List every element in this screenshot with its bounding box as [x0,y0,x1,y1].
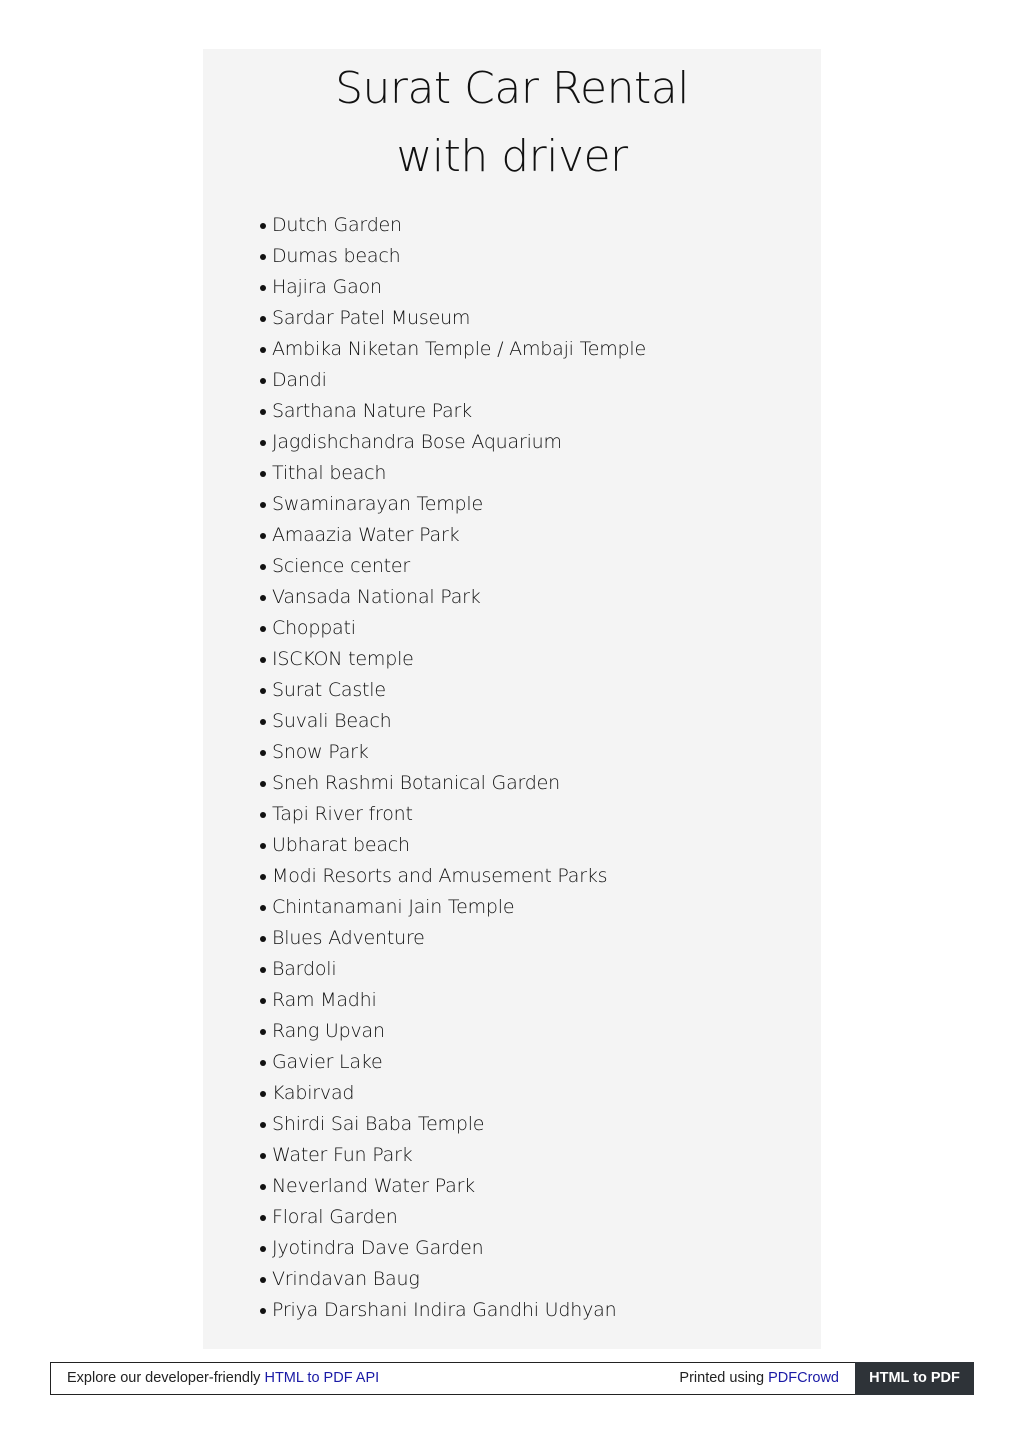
list-item-label: Floral Garden [272,1206,398,1228]
list-item [260,1171,646,1202]
list-item-label: Ambika Niketan Temple / Ambaji Temple [272,338,646,360]
bullet-icon [260,657,266,663]
list-item-label: Vrindavan Baug [272,1268,420,1290]
bullet-icon [260,967,266,973]
list-item-label: Blues Adventure [272,927,425,949]
html-to-pdf-button[interactable]: HTML to PDF [855,1362,974,1395]
list-item [260,427,646,458]
footer-bar [50,1362,974,1395]
bullet-icon [260,812,266,818]
list-item [260,613,646,644]
bullet-icon [260,1308,266,1314]
bullet-icon [260,626,266,632]
list-item-label: Priya Darshani Indira Gandhi Udhyan [272,1299,617,1321]
list-item [260,582,646,613]
list-item-label: Snow Park [272,741,369,763]
list-item [260,458,646,489]
page-title: Surat Car Rental with driver [335,63,689,182]
bullet-icon [260,905,266,911]
html-to-pdf-api-link[interactable]: HTML to PDF API [264,1370,380,1386]
bullet-icon [260,533,266,539]
bullet-icon [260,1091,266,1097]
list-item-label: Jyotindra Dave Garden [272,1237,484,1259]
bullet-icon [260,1215,266,1221]
list-item-label: Vansada National Park [272,586,481,608]
list-item-label: Surat Castle [272,679,386,701]
footer-printed-by [679,1363,839,1394]
bullet-icon [260,1184,266,1190]
list-item-label: Kabirvad [272,1082,355,1104]
bullet-icon [260,595,266,601]
places-list [260,210,646,1326]
list-item [260,551,646,582]
list-item-label: ISCKON temple [272,648,414,670]
bullet-icon [260,440,266,446]
list-item [260,954,646,985]
bullet-icon [260,936,266,942]
bullet-icon [260,781,266,787]
list-item [260,861,646,892]
bullet-icon [260,378,266,384]
bullet-icon [260,1122,266,1128]
list-item-label: Science center [272,555,411,577]
list-item-label: Ram Madhi [272,989,377,1011]
bullet-icon [260,998,266,1004]
bullet-icon [260,347,266,353]
list-item [260,396,646,427]
bullet-icon [260,843,266,849]
footer-printed-text: Printed using [679,1370,765,1386]
list-item [260,1264,646,1295]
bullet-icon [260,285,266,291]
list-item [260,1047,646,1078]
bullet-icon [260,750,266,756]
list-item [260,303,646,334]
bullet-icon [260,254,266,260]
bullet-icon [260,316,266,322]
list-item [260,1078,646,1109]
list-item-label: Chintanamani Jain Temple [272,896,515,918]
list-item [260,675,646,706]
list-item [260,1016,646,1047]
bullet-icon [260,1029,266,1035]
list-item-label: Shirdi Sai Baba Temple [272,1113,485,1135]
content-panel [203,49,821,1349]
list-item [260,706,646,737]
list-item [260,768,646,799]
list-item-label: Sardar Patel Museum [272,307,471,329]
footer-explore-text: Explore our developer-friendly [67,1370,261,1386]
bullet-icon [260,1277,266,1283]
list-item [260,830,646,861]
list-item [260,272,646,303]
list-item [260,644,646,675]
list-item-label: Neverland Water Park [272,1175,475,1197]
list-item-label: Water Fun Park [272,1144,413,1166]
list-item-label: Choppati [272,617,356,639]
list-item [260,520,646,551]
bullet-icon [260,564,266,570]
footer-promo [67,1363,379,1394]
bullet-icon [260,688,266,694]
list-item-label: Swaminarayan Temple [272,493,483,515]
list-item-label: Hajira Gaon [272,276,382,298]
list-item-label: Dutch Garden [272,214,402,236]
bullet-icon [260,471,266,477]
bullet-icon [260,502,266,508]
list-item-label: Ubharat beach [272,834,410,856]
list-item-label: Jagdishchandra Bose Aquarium [272,431,562,453]
list-item-label: Modi Resorts and Amusement Parks [272,865,608,887]
list-item-label: Tapi River front [272,803,413,825]
list-item [260,489,646,520]
list-item [260,923,646,954]
list-item [260,1140,646,1171]
list-item-label: Tithal beach [272,462,387,484]
list-item [260,1295,646,1326]
list-item [260,1202,646,1233]
list-item-label: Rang Upvan [272,1020,385,1042]
list-item [260,985,646,1016]
bullet-icon [260,223,266,229]
list-item-label: Gavier Lake [272,1051,383,1073]
bullet-icon [260,1153,266,1159]
list-item [260,799,646,830]
list-item [260,241,646,272]
list-item [260,334,646,365]
bullet-icon [260,409,266,415]
list-item [260,210,646,241]
bullet-icon [260,719,266,725]
list-item [260,1233,646,1264]
list-item-label: Bardoli [272,958,337,980]
list-item-label: Amaazia Water Park [272,524,460,546]
list-item [260,365,646,396]
list-item [260,1109,646,1140]
bullet-icon [260,1246,266,1252]
list-item-label: Suvali Beach [272,710,392,732]
list-item-label: Dumas beach [272,245,401,267]
list-item-label: Sarthana Nature Park [272,400,472,422]
bullet-icon [260,1060,266,1066]
pdfcrowd-link[interactable]: PDFCrowd [768,1370,839,1386]
list-item-label: Dandi [272,369,327,391]
list-item [260,892,646,923]
list-item-label: Sneh Rashmi Botanical Garden [272,772,560,794]
list-item [260,737,646,768]
bullet-icon [260,874,266,880]
